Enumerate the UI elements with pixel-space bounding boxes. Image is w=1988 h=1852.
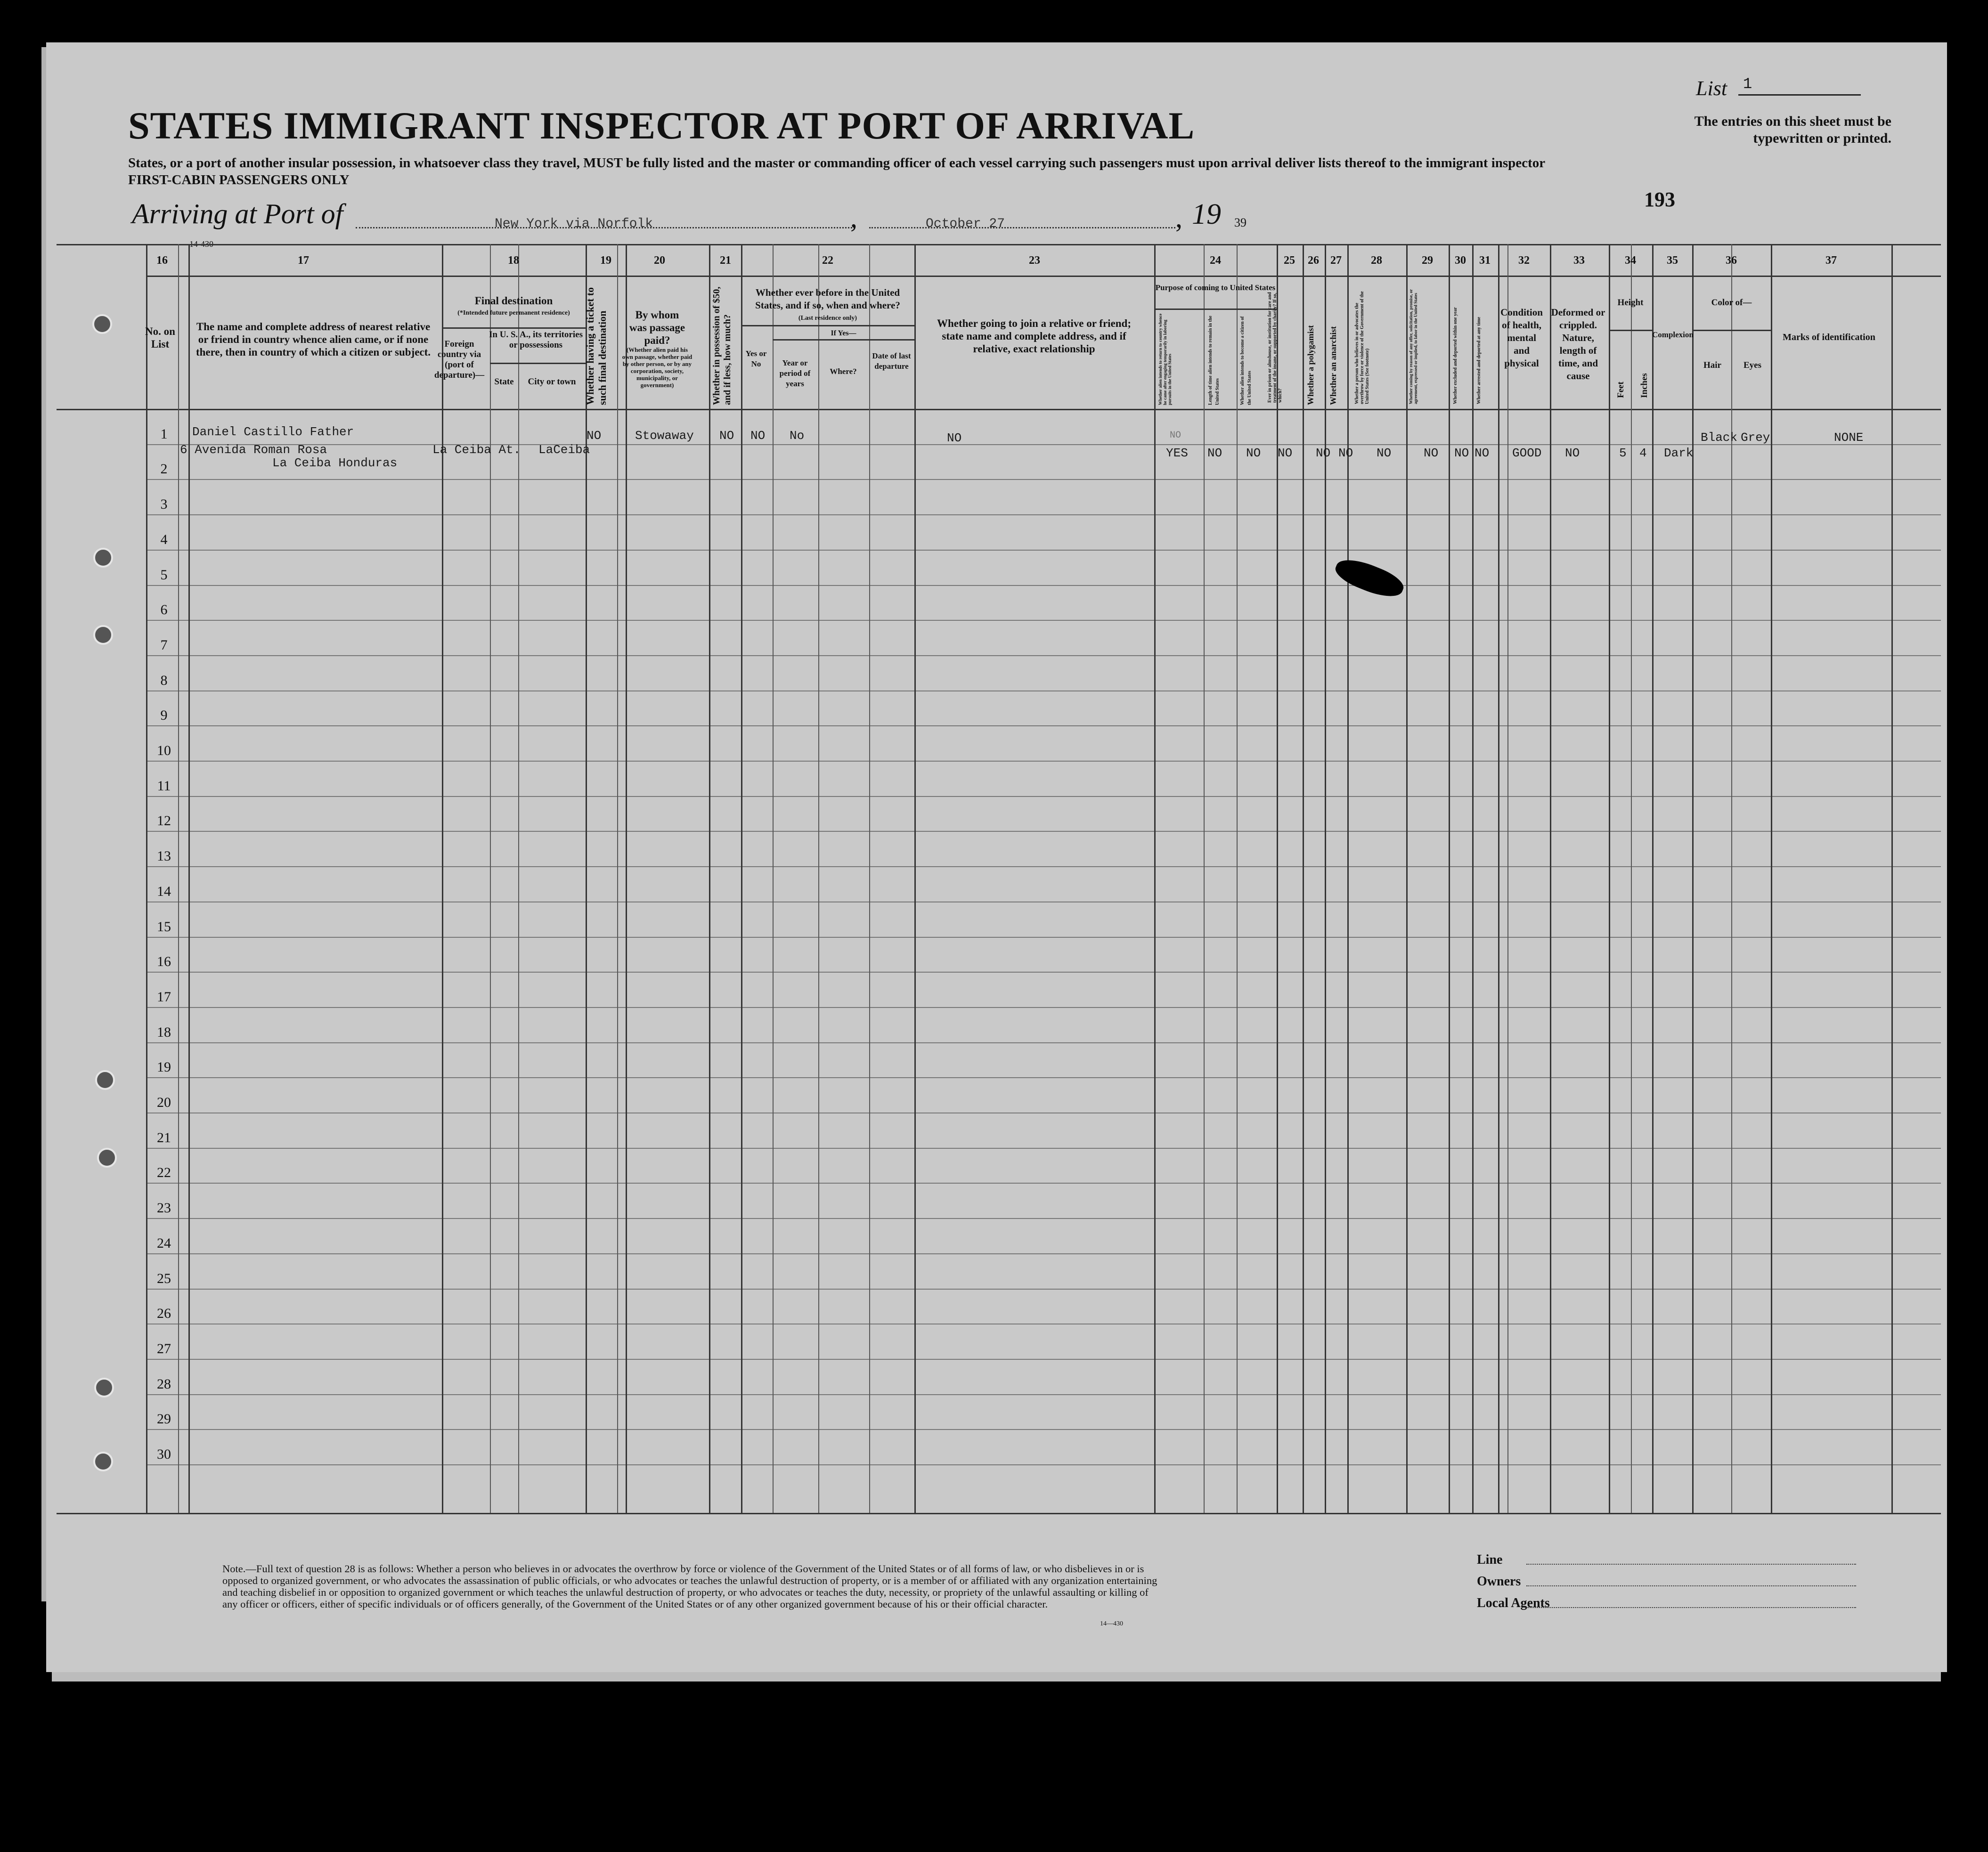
row-number: 18	[157, 1024, 171, 1040]
manifest-sheet	[46, 42, 1947, 1672]
column-number: 34	[1625, 254, 1636, 267]
year-suffix: 39	[1234, 216, 1247, 229]
row-rule	[146, 1394, 1941, 1395]
page-number: 193	[1644, 188, 1675, 211]
col18-usa: In U. S. A., its territories or possessions	[489, 330, 583, 350]
column-rule	[1277, 244, 1278, 1513]
column-number: 19	[600, 254, 611, 267]
column-rule	[818, 244, 819, 1513]
entry-deformed: NO	[1565, 446, 1580, 460]
year-prefix: 19	[1192, 198, 1221, 230]
row-number: 14	[157, 884, 171, 899]
column-rule	[1347, 244, 1349, 1513]
row-rule	[146, 1148, 1941, 1149]
column-rule	[1472, 244, 1474, 1513]
column-number: 35	[1667, 254, 1678, 267]
column-number: 21	[720, 254, 731, 267]
col22-subtitle: (Last residence only)	[798, 315, 857, 322]
row-number: 27	[157, 1341, 171, 1357]
entry-inches: 4	[1639, 446, 1647, 460]
row-number: 5	[160, 567, 168, 583]
col34-title: Height	[1617, 298, 1644, 308]
column-rule	[617, 244, 618, 1513]
column-rule	[146, 244, 147, 1513]
row-rule	[146, 1218, 1941, 1219]
comma: ,	[850, 202, 857, 233]
row-number: 17	[157, 989, 171, 1005]
column-number: 28	[1371, 254, 1382, 267]
column-rule	[626, 244, 627, 1513]
col22-sub-rule	[741, 325, 914, 326]
col36-eyes: Eyes	[1744, 360, 1761, 370]
row-rule	[146, 585, 1941, 586]
relative-line-2: 6 Avenida Roman Rosa	[180, 443, 327, 457]
col29-header: Whether coming by reason of any offer, solicitation, promise, or agreement, expressed or implied, to labor in the United States	[1409, 289, 1418, 404]
col18-title: Final destination	[474, 295, 553, 307]
row-rule	[146, 1042, 1941, 1043]
column-number: 37	[1825, 254, 1837, 267]
col23-header: Whether going to join a relative or friend; state name and complete address, and if relative, exact relationship	[937, 317, 1132, 355]
row-rule	[146, 1359, 1941, 1360]
col34-inches: Inches	[1639, 373, 1649, 398]
col26-header: Whether a polygamist	[1306, 325, 1315, 405]
row-number: 26	[157, 1306, 171, 1321]
entry-arrested: NO	[1475, 446, 1490, 460]
column-rule	[1303, 244, 1304, 1513]
col22-yesno: Yes or No	[745, 349, 767, 368]
line-label: Line	[1477, 1552, 1503, 1567]
row-number: 8	[160, 673, 168, 688]
row-rule	[146, 1429, 1941, 1430]
punch-hole	[97, 1148, 117, 1168]
entry-feet: 5	[1619, 446, 1627, 460]
col37-header: Marks of identification	[1783, 332, 1875, 342]
col35-header: Complexion	[1652, 330, 1694, 339]
row-number: 25	[157, 1271, 171, 1286]
row-number: 6	[160, 602, 168, 617]
list-number: 1	[1743, 75, 1752, 93]
row-number: 24	[157, 1235, 171, 1251]
col24-title: Purpose of coming to United States	[1155, 283, 1276, 292]
list-label: List	[1696, 77, 1727, 100]
col18-subtitle: (*Intended future permanent residence)	[457, 309, 570, 317]
col36-title: Color of—	[1711, 298, 1752, 308]
column-rule	[1406, 244, 1408, 1513]
column-rule	[1652, 244, 1654, 1513]
col22-ifyes-rule	[773, 339, 914, 341]
col34-sub-rule	[1609, 330, 1652, 331]
row-number: 29	[157, 1411, 171, 1427]
date-underline	[869, 227, 1175, 228]
row-rule	[146, 937, 1941, 938]
column-rule	[914, 244, 916, 1513]
row-rule	[146, 1464, 1941, 1465]
table-bottom-rule	[57, 1513, 1941, 1514]
row-rule	[146, 796, 1941, 797]
col27-header: Whether an anarchist	[1328, 326, 1338, 405]
arriving-label: Arriving at Port of	[132, 198, 343, 229]
row-number: 7	[160, 637, 168, 653]
column-number: 17	[298, 254, 309, 267]
col36-hair: Hair	[1703, 360, 1721, 370]
row-number: 10	[157, 743, 171, 758]
row-number: 12	[157, 813, 171, 829]
row-number: 22	[157, 1165, 171, 1180]
entry-eyes: Grey	[1741, 431, 1770, 445]
column-number: 27	[1330, 254, 1342, 267]
relative-line-1: Daniel Castillo Father	[192, 425, 354, 439]
row-rule	[146, 761, 1941, 762]
col16-header: No. on List	[145, 325, 175, 350]
entry-purpose-a: NO	[1170, 430, 1181, 441]
column-rule	[709, 244, 710, 1513]
col30-header: Whether excluded and deported within one year	[1453, 307, 1458, 404]
instruction-text	[128, 154, 1579, 188]
col34-feet: Feet	[1616, 382, 1626, 398]
owners-underline	[1526, 1585, 1856, 1586]
column-number: 26	[1308, 254, 1319, 267]
line-underline	[1526, 1564, 1856, 1565]
row-rule	[146, 620, 1941, 621]
entries-note: The entries on this sheet must be typewritten or printed.	[1694, 114, 1891, 146]
col17-header: The name and complete address of nearest relative or friend in country whence alien came, or if none there, then in country of which a citizen or subject.	[196, 321, 431, 358]
punch-hole	[95, 1070, 115, 1090]
column-number: 31	[1479, 254, 1491, 267]
entry-excluded: NO	[1454, 446, 1469, 460]
row-number: 28	[157, 1376, 171, 1392]
column-rule	[1154, 244, 1156, 1513]
footer-form-code: 14—430	[1100, 1620, 1123, 1627]
col24-a: Whether alien intends to return to country whence he came after engaging temporarily in laboring pursuits in the United States	[1158, 313, 1172, 405]
col20-subtitle: (Whether alien paid his own passage, whether paid by other person, or by any corporation, society, municipality, or government)	[622, 346, 693, 389]
entry-money: NO	[719, 429, 734, 443]
column-rule	[1507, 244, 1508, 1513]
column-rule	[1891, 244, 1893, 1513]
entry-anarchist: NO	[1338, 446, 1353, 460]
column-rule	[1498, 244, 1499, 1513]
row-rule	[146, 550, 1941, 551]
row-number: 16	[157, 954, 171, 969]
column-rule	[1771, 244, 1772, 1513]
entry-prison: NO	[1278, 446, 1293, 460]
instruction-line-2: FIRST-CABIN PASSENGERS ONLY	[128, 172, 350, 187]
column-rule	[442, 244, 443, 1513]
col36-sub-rule	[1692, 330, 1771, 331]
column-rule	[490, 244, 491, 1513]
row-rule	[146, 479, 1941, 480]
column-number: 18	[508, 254, 519, 267]
entry-complexion: Dark	[1664, 446, 1694, 460]
row-rule	[146, 831, 1941, 832]
col21-header: Whether in possession of $50, and if less, how much?	[711, 286, 733, 405]
entry-join-relative: NO	[947, 431, 962, 445]
row-number: 30	[157, 1446, 171, 1462]
list-underline	[1738, 94, 1861, 96]
entry-passage: Stowaway	[635, 429, 694, 443]
row-number: 13	[157, 848, 171, 864]
col22-title: Whether ever before in the United States, and if so, when and where?	[755, 287, 900, 311]
arrival-date: October 27	[926, 217, 1005, 231]
row-rule	[146, 690, 1941, 691]
column-number: 33	[1573, 254, 1585, 267]
entry-city: LaCeiba	[538, 443, 590, 457]
column-number: 20	[654, 254, 665, 267]
col31-header: Whether arrested and deported at any time	[1476, 317, 1482, 404]
col19-header: Whether having a ticket to such final destination	[584, 287, 608, 405]
column-rule	[741, 244, 742, 1513]
col28-header: Whether a person who believes in or advocates the overthrow by force or violence of the Government of the United States (See footnote)	[1354, 291, 1370, 404]
column-rule	[1609, 244, 1610, 1513]
punch-hole	[92, 314, 112, 334]
entry-polygamist: NO	[1316, 446, 1331, 460]
col18-state: State	[494, 377, 514, 387]
row-rule	[146, 1253, 1941, 1254]
col32-header: Condition of health, mental and physical	[1500, 307, 1543, 369]
column-rule	[1449, 244, 1450, 1513]
punch-hole	[94, 1378, 114, 1397]
table-top-rule	[57, 244, 1941, 245]
entry-purpose-a2: YES	[1166, 446, 1188, 460]
row-number: 19	[157, 1059, 171, 1075]
col22-where: Where?	[830, 367, 857, 376]
col18-city: City or town	[528, 377, 576, 387]
footnote-q28: Note.—Full text of question 28 is as follows: Whether a person who believes in or advocates the overthrow by force or violence of the Government of the United States or of all forms of law, or who disbelieves in or is opposed to organized government, or who advocates the assassination of public officials, or who advocates or teaches the unlawful destruction of property, or is a member of or affiliated with any organization entertaining and teaching disbelief in or opposition to organized government or which teaches the unlawful destruction of property, or who advocates or teaches the duty, necessity, or propriety of the unlawful assaulting or killing of any officer or officers, either of specific individuals or of officers generally, of the Government of the United States or of any other organized government because of his or their official character.	[222, 1563, 1157, 1610]
column-rule	[1204, 244, 1205, 1513]
comma: ,	[1175, 202, 1182, 233]
row-rule	[146, 514, 1941, 515]
entry-purpose-b: NO	[1207, 446, 1222, 460]
row-rule	[146, 1077, 1941, 1078]
col22-period: Year or period of years	[779, 358, 811, 388]
col24-b: Length of time alien intends to remain in the United States	[1208, 316, 1220, 405]
column-number: 29	[1422, 254, 1433, 267]
row-number: 21	[157, 1130, 171, 1145]
arrival-port: New York via Norfolk	[495, 217, 653, 231]
row-rule	[146, 1183, 1941, 1184]
relative-line-3: La Ceiba Honduras	[272, 456, 398, 470]
column-rule	[1631, 244, 1632, 1513]
row-rule	[146, 866, 1941, 867]
row-number: 23	[157, 1200, 171, 1216]
col22-date: Date of last departure	[872, 351, 911, 371]
column-rule	[1692, 244, 1694, 1513]
column-rule	[178, 244, 179, 1513]
col18-sub-rule	[442, 327, 586, 329]
row-rule	[146, 655, 1941, 656]
row-number: 1	[160, 426, 168, 442]
punch-hole	[93, 625, 113, 645]
col18-foreign: Foreign country via (port of departure)—	[434, 339, 485, 380]
row-number: 11	[157, 778, 171, 794]
column-rule	[188, 244, 190, 1513]
header-bottom-rule	[57, 409, 1941, 410]
row-number: 4	[160, 532, 168, 547]
entry-period: No	[790, 429, 805, 443]
row-rule	[146, 725, 1941, 726]
row-rule	[146, 1007, 1941, 1008]
column-rule	[1237, 244, 1238, 1513]
col22-ifyes: If Yes—	[831, 329, 856, 337]
column-rule	[518, 244, 519, 1513]
column-number: 22	[822, 254, 833, 267]
column-rule	[773, 244, 774, 1513]
punch-hole	[93, 548, 113, 568]
column-rule	[1325, 244, 1326, 1513]
form-number: 14-430	[189, 239, 213, 249]
entry-marks: NONE	[1834, 431, 1864, 445]
entry-health: GOOD	[1512, 446, 1542, 460]
entry-foreign-via: La Ceiba At.	[432, 443, 521, 457]
column-number: 16	[156, 254, 168, 267]
row-rule	[146, 972, 1941, 973]
column-number: 30	[1455, 254, 1466, 267]
row-number: 15	[157, 919, 171, 934]
entry-before-in-us: NO	[750, 429, 766, 443]
col20-title: By whom was passage paid?	[629, 309, 685, 346]
column-number: 32	[1518, 254, 1530, 267]
entry-ticket: NO	[587, 429, 602, 443]
col33-header: Deformed or crippled. Nature, length of time, and cause	[1551, 307, 1605, 382]
owners-label: Owners	[1477, 1574, 1521, 1589]
row-rule	[146, 444, 1941, 445]
row-number: 3	[160, 496, 168, 512]
agents-underline	[1526, 1607, 1856, 1608]
col24-c: Whether alien intends to become a citizen of the United States	[1240, 316, 1252, 405]
column-rule	[869, 244, 870, 1513]
col24-sub-rule	[1154, 309, 1277, 310]
entry-purpose-c: NO	[1246, 446, 1261, 460]
row-number: 9	[160, 707, 168, 723]
column-number-rule	[146, 276, 1941, 277]
column-rule	[1550, 244, 1551, 1513]
form-title: STATES IMMIGRANT INSPECTOR AT PORT OF ARRIVAL	[128, 104, 1195, 147]
column-number: 25	[1284, 254, 1295, 267]
column-number: 36	[1726, 254, 1737, 267]
entry-offer: NO	[1424, 446, 1439, 460]
col18-usa-rule	[490, 363, 586, 364]
entry-overthrow: NO	[1377, 446, 1392, 460]
row-number: 2	[160, 461, 168, 477]
row-rule	[146, 1289, 1941, 1290]
entry-hair: Black	[1701, 431, 1738, 445]
column-number: 24	[1210, 254, 1221, 267]
row-number: 20	[157, 1095, 171, 1110]
punch-hole	[93, 1452, 113, 1471]
instruction-line-1: States, or a port of another insular possession, in whatsoever class they travel, MUST be fully listed and the master or commanding officer of each vessel carrying such passengers must upon arrival deliver lists thereof to the immigrant inspector	[128, 155, 1546, 171]
column-number: 23	[1029, 254, 1040, 267]
col25-header: Ever in prison or almshouse, or institution for care and treatment of the insane, or supported by charity? If so, which?	[1267, 292, 1283, 403]
local-agents-label: Local Agents	[1477, 1596, 1550, 1610]
